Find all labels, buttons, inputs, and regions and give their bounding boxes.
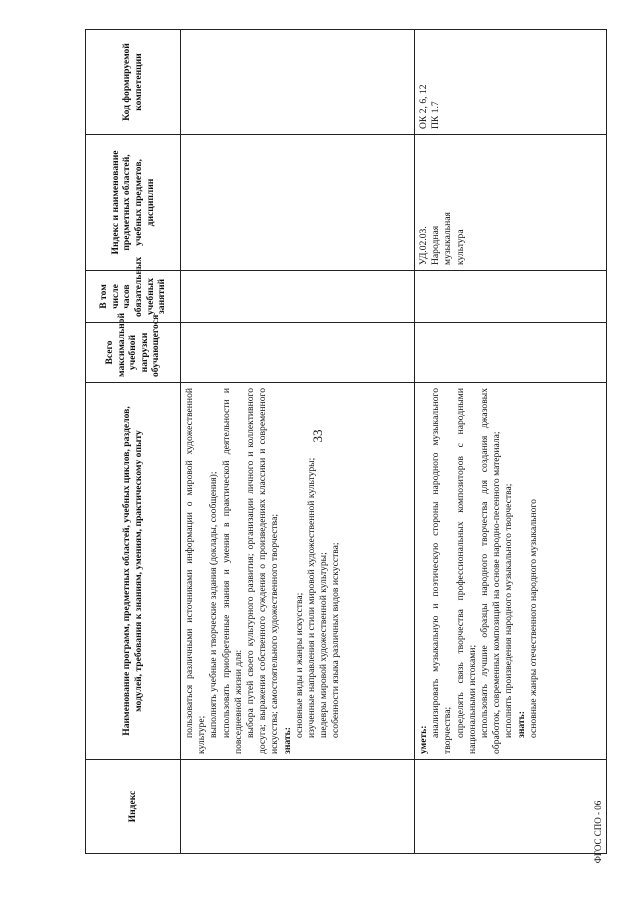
row1-line: основные виды и жанры искусства; [293, 592, 305, 738]
subject-line: Народная [430, 225, 442, 265]
row1-subject [181, 135, 415, 271]
row1-code [181, 30, 415, 135]
row2-line: исполнять произведения народного музыкального творчества; [503, 483, 515, 738]
header-total: Всего максимальной учебной нагрузки обучающегося [86, 323, 181, 383]
header-index: Индекс [86, 760, 181, 854]
row1-know-label: знать: [281, 727, 293, 754]
competence-code-line: ОК 2, 6, 12 [418, 84, 429, 129]
row1-total [181, 323, 415, 383]
row1-line: пользоваться различными источниками информации о мировой художественной культуре; [184, 388, 208, 754]
header-code: Код формируемой компетенции [86, 30, 181, 135]
row2-index [415, 760, 607, 854]
footer-text: ФГОС СПО - 06 [593, 800, 603, 864]
row1-line: выполнять учебные и творческие задания (доклады, сообщения); [208, 471, 220, 738]
table-header-row [86, 30, 181, 854]
row1-incl [181, 271, 415, 323]
row1-line: изученные направления и стили мировой художественной культуры; [306, 457, 318, 738]
table-row [181, 30, 415, 854]
row1-line: выбора путей своего культурного развития; организации личного и коллективного досуга; выражения собственного суждения о произведениях классики и современного искусства; самостоятельного художественного творчества; [245, 388, 281, 754]
row2-skill-label: уметь: [418, 725, 429, 754]
document-table [85, 30, 606, 854]
subject-line: музыкальная [442, 212, 454, 265]
page-number: 33 [310, 429, 325, 443]
row2-line: основные жанры отечественного народного музыкального [527, 499, 539, 738]
row2-subject [415, 135, 607, 271]
row2-line: использовать лучшие образцы народного творчества для создания джазовых обработок, современных композиций на основе народно-песенного материала; [479, 388, 503, 754]
row1-index [181, 760, 415, 854]
row1-line: особенности языка различных видов искусства; [330, 542, 342, 738]
subject-line: УД.02.03. [418, 226, 429, 265]
row2-line: определять связь творчества профессиональных композиторов с народными национальными истоками; [454, 388, 478, 754]
header-subject: Индекс и наименование предметных областей, учебных предметов, дисциплин [86, 135, 181, 271]
row2-total [415, 323, 607, 383]
row1-name [181, 383, 415, 760]
competence-code-line: ПК 1.7 [430, 101, 442, 129]
header-name: Наименование программ, предметных областей, учебных циклов, разделов, модулей, требования к знаниям, умениям, практическому опыту [86, 383, 181, 760]
row2-know-label: знать: [515, 711, 527, 738]
rotated-table-container [85, 30, 606, 854]
header-incl: В том числе часов обязательных учебных занятий [86, 271, 181, 323]
row1-line: использовать приобретенные знания и умения в практической деятельности и повседневной жизни для: [220, 388, 244, 754]
curriculum-table [85, 29, 607, 854]
subject-line: культура [454, 229, 466, 265]
row2-name [415, 383, 607, 760]
row1-line: шедевры мировой художественной культуры; [318, 552, 330, 738]
row2-code [415, 30, 607, 135]
row2-line: анализировать музыкальную и поэтическую стороны народного музыкального творчества; [430, 388, 454, 754]
table-row [415, 30, 607, 854]
row2-incl [415, 271, 607, 323]
